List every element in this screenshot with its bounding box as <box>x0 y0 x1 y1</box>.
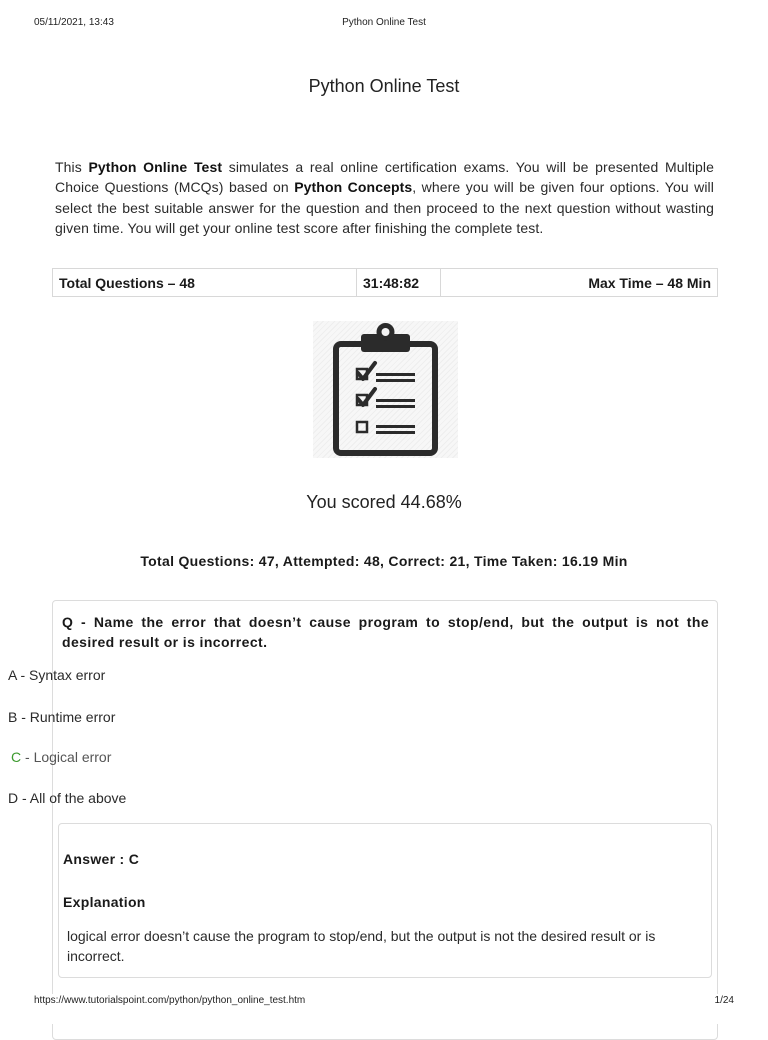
print-datetime: 05/11/2021, 13:43 <box>34 17 114 28</box>
explanation-heading: Explanation <box>63 894 146 910</box>
intro-bold-test-name: Python Online Test <box>88 159 223 175</box>
intro-paragraph <box>55 157 714 238</box>
question-text: Q - Name the error that doesn’t cause program to stop/end, but the output is not the desired result or is incorrect. <box>62 614 709 650</box>
answer-label: Answer : C <box>63 851 140 867</box>
option-a-letter: A <box>8 667 17 683</box>
option-c[interactable] <box>11 749 111 765</box>
print-page-number: 1/24 <box>714 995 734 1006</box>
print-doc-title: Python Online Test <box>342 17 426 28</box>
option-d-letter: D <box>8 790 19 806</box>
option-c-letter: C <box>11 749 22 765</box>
print-url: https://www.tutorialspoint.com/python/python_online_test.htm <box>34 995 306 1006</box>
clipboard-checklist-icon <box>313 321 458 458</box>
test-info-table <box>52 268 718 297</box>
option-b-text: - Runtime error <box>17 709 116 725</box>
option-d-text: - All of the above <box>18 790 127 806</box>
score-text: You scored 44.68% <box>306 492 462 512</box>
intro-text-1: This <box>55 159 89 175</box>
option-a[interactable] <box>8 667 105 683</box>
max-time-cell: Max Time – 48 Min <box>588 274 711 291</box>
intro-bold-concepts: Python Concepts <box>294 179 413 196</box>
explanation-text: logical error doesn’t cause the program to stop/end, but the output is not the desired result or is incorrect. <box>67 928 656 964</box>
test-summary: Total Questions: 47, Attempted: 48, Correct: 21, Time Taken: 16.19 Min <box>140 553 628 569</box>
option-a-text: - Syntax error <box>16 667 106 683</box>
total-questions-cell: Total Questions – 48 <box>53 269 357 296</box>
print-header <box>34 17 734 31</box>
option-b-letter: B <box>8 709 18 725</box>
timer-cell: 31:48:82 <box>357 269 441 296</box>
option-d[interactable] <box>8 790 126 806</box>
intro-text-2: simulates a real online certification exams. You will be presented Multiple Choice Questions (MCQs) based on <box>55 159 715 196</box>
intro-text-3: , where you will be given four options. You will select the best suitable answer for the question and then proceed to the next question without wasting given time. You will get your online test score after finishing the complete test. <box>55 179 714 236</box>
option-c-text: - Logical error <box>21 749 112 765</box>
option-b[interactable] <box>8 709 115 725</box>
print-footer <box>0 994 768 1024</box>
page-title: Python Online Test <box>308 76 460 96</box>
